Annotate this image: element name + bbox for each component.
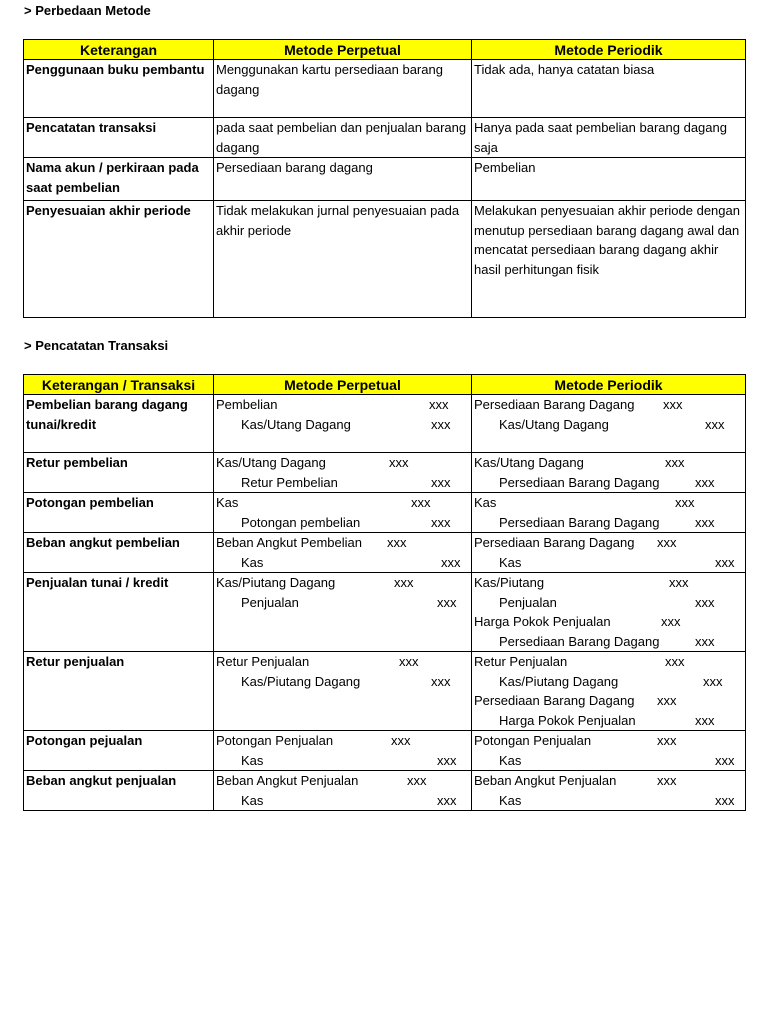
table-row (24, 60, 746, 118)
journal-credit-line (474, 751, 743, 771)
journal-credit-line (474, 632, 743, 652)
row-label: Nama akun / perkiraan pada saat pembelian (24, 158, 214, 201)
debit-amount: xxx (663, 397, 683, 412)
header-periodik: Metode Periodik (472, 40, 746, 60)
journal-credit-line (216, 791, 469, 811)
credit-account: Kas/Piutang Dagang (241, 673, 361, 689)
credit-amount: xxx (441, 554, 461, 570)
credit-amount: xxx (695, 474, 715, 490)
debit-amount: xxx (407, 773, 427, 788)
journal-credit-line (474, 553, 743, 573)
credit-account: Kas/Utang Dagang (499, 416, 609, 432)
journal-debit-line (474, 493, 743, 513)
debit-account: Potongan Penjualan (474, 733, 592, 748)
debit-amount: xxx (675, 495, 695, 510)
journal-debit-line (216, 493, 469, 513)
debit-account: Persediaan Barang Dagang (474, 693, 635, 708)
periodik-cell (472, 771, 746, 811)
row-label: Penjualan tunai / kredit (24, 573, 214, 652)
periodik-cell: Hanya pada saat pembelian barang dagang saja (472, 118, 746, 158)
table-row (24, 771, 746, 811)
debit-account: Kas/Utang Dagang (474, 455, 584, 470)
debit-account: Retur Penjualan (474, 654, 568, 669)
credit-account: Retur Pembelian (241, 474, 338, 490)
journal-debit-line (474, 771, 743, 791)
journal-debit-line (474, 395, 743, 415)
debit-amount: xxx (657, 535, 677, 550)
journal-debit-line (216, 395, 469, 415)
table-row (24, 453, 746, 493)
credit-amount: xxx (431, 474, 451, 490)
credit-amount: xxx (705, 416, 725, 432)
row-label: Penggunaan buku pembantu (24, 60, 214, 118)
debit-amount: xxx (429, 397, 449, 412)
journal-debit-line (474, 612, 743, 632)
periodik-cell (472, 453, 746, 493)
perpetual-cell (214, 395, 472, 453)
periodik-cell (472, 573, 746, 652)
debit-account: Pembelian (216, 397, 278, 412)
credit-account: Penjualan (499, 594, 557, 610)
perpetual-cell (214, 731, 472, 771)
journal-debit-line (474, 533, 743, 553)
header-keterangan-transaksi: Keterangan / Transaksi (24, 375, 214, 395)
table-row (24, 493, 746, 533)
credit-account: Potongan pembelian (241, 514, 361, 530)
method-comparison-table (23, 39, 746, 318)
journal-debit-line (474, 573, 743, 593)
transaction-journal-table (23, 374, 746, 811)
periodik-cell (472, 533, 746, 573)
debit-amount: xxx (391, 733, 411, 748)
debit-amount: xxx (657, 773, 677, 788)
journal-debit-line (216, 652, 469, 672)
credit-amount: xxx (715, 752, 735, 768)
debit-amount: xxx (389, 455, 409, 470)
row-label: Pembelian barang dagang tunai/kredit (24, 395, 214, 453)
perpetual-cell (214, 493, 472, 533)
debit-account: Kas/Piutang (474, 575, 545, 590)
journal-debit-line (216, 771, 469, 791)
periodik-cell: Pembelian (472, 158, 746, 201)
debit-account: Kas/Utang Dagang (216, 455, 326, 470)
journal-debit-line (216, 533, 469, 553)
debit-amount: xxx (661, 614, 681, 629)
debit-amount: xxx (411, 495, 431, 510)
section-heading-perbedaan: > Perbedaan Metode (24, 3, 151, 18)
perpetual-cell: Menggunakan kartu persediaan barang dagang (214, 60, 472, 118)
perpetual-cell: pada saat pembelian dan penjualan barang dagang (214, 118, 472, 158)
periodik-cell (472, 731, 746, 771)
debit-account: Kas (216, 495, 239, 510)
credit-account: Persediaan Barang Dagang (499, 514, 660, 530)
journal-credit-line (474, 791, 743, 811)
credit-amount: xxx (431, 416, 451, 432)
row-label: Beban angkut pembelian (24, 533, 214, 573)
credit-amount: xxx (431, 514, 451, 530)
journal-credit-line (216, 553, 469, 573)
row-label: Potongan pejualan (24, 731, 214, 771)
debit-amount: xxx (394, 575, 414, 590)
row-label: Pencatatan transaksi (24, 118, 214, 158)
perpetual-cell (214, 573, 472, 652)
debit-account: Kas/Piutang Dagang (216, 575, 336, 590)
debit-account: Potongan Penjualan (216, 733, 334, 748)
journal-credit-line (216, 513, 469, 533)
journal-credit-line (474, 711, 743, 731)
row-label: Retur pembelian (24, 453, 214, 493)
credit-account: Kas (499, 752, 522, 768)
header-perpetual: Metode Perpetual (214, 40, 472, 60)
debit-amount: xxx (657, 693, 677, 708)
credit-amount: xxx (695, 514, 715, 530)
debit-account: Beban Angkut Pembelian (216, 535, 362, 550)
credit-account: Kas (241, 752, 264, 768)
credit-account: Kas (499, 792, 522, 808)
table-header-row (24, 40, 746, 60)
credit-amount: xxx (695, 594, 715, 610)
credit-amount: xxx (695, 712, 715, 728)
credit-account: Kas (241, 792, 264, 808)
header-perpetual: Metode Perpetual (214, 375, 472, 395)
journal-debit-line (474, 731, 743, 751)
debit-account: Beban Angkut Penjualan (474, 773, 617, 788)
periodik-cell (472, 493, 746, 533)
debit-amount: xxx (387, 535, 407, 550)
debit-amount: xxx (399, 654, 419, 669)
credit-account: Persediaan Barang Dagang (499, 474, 660, 490)
perpetual-cell: Tidak melakukan jurnal penyesuaian pada akhir periode (214, 201, 472, 318)
row-label: Retur penjualan (24, 652, 214, 731)
credit-amount: xxx (437, 594, 457, 610)
journal-credit-line (474, 672, 743, 692)
debit-account: Persediaan Barang Dagang (474, 397, 635, 412)
row-label: Potongan pembelian (24, 493, 214, 533)
table-row (24, 731, 746, 771)
journal-debit-line (216, 731, 469, 751)
journal-credit-line (474, 473, 743, 493)
journal-credit-line (216, 751, 469, 771)
table-row (24, 533, 746, 573)
section-heading-pencatatan: > Pencatatan Transaksi (24, 338, 169, 353)
credit-amount: xxx (437, 752, 457, 768)
debit-account: Beban Angkut Penjualan (216, 773, 359, 788)
perpetual-cell: Persediaan barang dagang (214, 158, 472, 201)
table-row (24, 395, 746, 453)
credit-amount: xxx (715, 792, 735, 808)
journal-debit-line (474, 691, 743, 711)
debit-account: Harga Pokok Penjualan (474, 614, 611, 629)
credit-account: Harga Pokok Penjualan (499, 712, 636, 728)
periodik-cell (472, 395, 746, 453)
credit-amount: xxx (703, 673, 723, 689)
journal-credit-line (216, 593, 469, 613)
debit-amount: xxx (665, 455, 685, 470)
debit-amount: xxx (657, 733, 677, 748)
header-periodik: Metode Periodik (472, 375, 746, 395)
table-row (24, 201, 746, 318)
perpetual-cell (214, 652, 472, 731)
perpetual-cell (214, 453, 472, 493)
periodik-cell (472, 652, 746, 731)
journal-credit-line (474, 593, 743, 613)
table-header-row (24, 375, 746, 395)
credit-account: Kas (499, 554, 522, 570)
periodik-cell: Melakukan penyesuaian akhir periode dengan menutup persediaan barang dagang awal dan mencatat persediaan barang dagang akhir hasil perhitungan fisik (472, 201, 746, 318)
table-row (24, 573, 746, 652)
journal-credit-line (474, 415, 743, 435)
debit-account: Retur Penjualan (216, 654, 310, 669)
credit-account: Kas/Utang Dagang (241, 416, 351, 432)
credit-account: Kas (241, 554, 264, 570)
header-keterangan: Keterangan (24, 40, 214, 60)
journal-credit-line (216, 473, 469, 493)
table-row (24, 652, 746, 731)
credit-account: Kas/Piutang Dagang (499, 673, 619, 689)
journal-debit-line (216, 453, 469, 473)
debit-amount: xxx (665, 654, 685, 669)
table-row (24, 118, 746, 158)
credit-account: Persediaan Barang Dagang (499, 633, 660, 649)
journal-credit-line (216, 415, 469, 435)
table-row (24, 158, 746, 201)
journal-debit-line (216, 573, 469, 593)
perpetual-cell (214, 771, 472, 811)
journal-debit-line (474, 453, 743, 473)
credit-amount: xxx (695, 633, 715, 649)
debit-account: Kas (474, 495, 497, 510)
credit-amount: xxx (437, 792, 457, 808)
row-label: Beban angkut penjualan (24, 771, 214, 811)
credit-account: Penjualan (241, 594, 299, 610)
debit-account: Persediaan Barang Dagang (474, 535, 635, 550)
credit-amount: xxx (431, 673, 451, 689)
journal-credit-line (474, 513, 743, 533)
credit-amount: xxx (715, 554, 735, 570)
periodik-cell: Tidak ada, hanya catatan biasa (472, 60, 746, 118)
journal-credit-line (216, 672, 469, 692)
perpetual-cell (214, 533, 472, 573)
journal-debit-line (474, 652, 743, 672)
debit-amount: xxx (669, 575, 689, 590)
row-label: Penyesuaian akhir periode (24, 201, 214, 318)
